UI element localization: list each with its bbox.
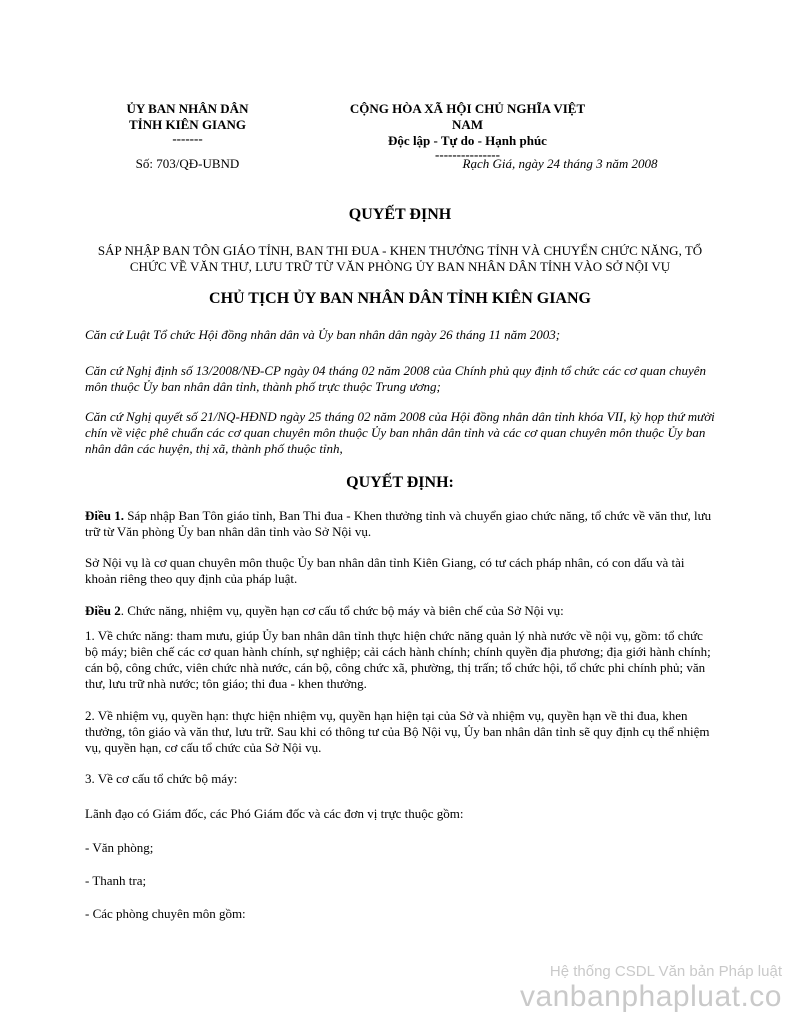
- watermark-line-2: vanbanphapluat.co: [519, 980, 782, 1013]
- decision-heading: QUYẾT ĐỊNH:: [346, 474, 454, 491]
- issuer-line-2: TỈNH KIÊN GIANG: [128, 117, 247, 132]
- document-subtitle: SÁP NHẬP BAN TÔN GIÁO TỈNH, BAN THI ĐUA - KHEN THƯỞNG TỈNH VÀ CHUYỂN CHỨC NĂNG, TỔ CHỨC VỀ VĂN THƯ, LƯU TRỮ TỪ VĂN PHÒNG ỦY BAN NHÂN DÂN TỈNH VÀO SỞ NỘI VỤ: [97, 243, 703, 274]
- authority-heading: CHỦ TỊCH ỦY BAN NHÂN DÂN TỈNH KIÊN GIANG: [209, 290, 591, 307]
- leadership-line: Lãnh đạo có Giám đốc, các Phó Giám đốc và các đơn vị trực thuộc gồm:: [85, 806, 464, 821]
- article-1-paragraph-2: Sở Nội vụ là cơ quan chuyên môn thuộc Ủy ban nhân dân tỉnh Kiên Giang, có tư cách pháp nhân, có con dấu và tài khoản riêng theo quy định của pháp luật.: [85, 555, 685, 586]
- article-2: [85, 603, 715, 619]
- unit-item: - Văn phòng;: [85, 840, 154, 855]
- legal-basis-1: Căn cứ Luật Tổ chức Hội đồng nhân dân và Ủy ban nhân dân ngày 26 tháng 11 năm 2003;: [85, 327, 561, 342]
- article-2-text: . Chức năng, nhiệm vụ, quyền hạn cơ cấu tổ chức bộ máy và biên chế của Sở Nội vụ:: [120, 603, 564, 618]
- issuer-divider: -------: [172, 131, 203, 146]
- document-date: Rạch Giá, ngày 24 tháng 3 năm 2008: [462, 156, 658, 171]
- legal-basis-2: Căn cứ Nghị định số 13/2008/NĐ-CP ngày 04 tháng 02 năm 2008 của Chính phủ quy định tổ chức các cơ quan chuyên môn thuộc Ủy ban nhân dân tỉnh, thành phố trực thuộc Trung ương;: [85, 363, 706, 394]
- document-number: Số: 703/QĐ-UBND: [135, 156, 240, 171]
- issuer-line-1: ỦY BAN NHÂN DÂN: [126, 101, 249, 116]
- issuer-block: [105, 101, 270, 145]
- article-2-item-3: 3. Về cơ cấu tổ chức bộ máy:: [85, 771, 238, 786]
- motto: Độc lập - Tự do - Hạnh phúc: [388, 133, 547, 148]
- article-1-text: Sáp nhập Ban Tôn giáo tỉnh, Ban Thi đua - Khen thưởng tỉnh và chuyển giao chức năng, tổ chức về văn thư, lưu trữ từ Văn phòng Ủy ban nhân dân tỉnh vào Sở Nội vụ.: [85, 508, 712, 539]
- article-1-label: Điều 1.: [85, 508, 124, 523]
- unit-item: - Các phòng chuyên môn gồm:: [85, 906, 246, 921]
- legal-basis-3: Căn cứ Nghị quyết số 21/NQ-HĐND ngày 25 tháng 02 năm 2008 của Hội đồng nhân dân tỉnh khóa VII, kỳ họp thứ mười chín về việc phê chuẩn các cơ quan chuyên môn thuộc Ủy ban nhân dân tỉnh và các cơ quan chuyên môn thuộc Ủy ban nhân dân các huyện, thị xã, thành phố thuộc tỉnh,: [85, 409, 715, 456]
- watermark-line-1: Hệ thống CSDL Văn bản Pháp luật: [549, 963, 782, 980]
- document-title: QUYẾT ĐỊNH: [348, 206, 452, 223]
- national-motto-block: [335, 101, 600, 161]
- article-1: [85, 508, 715, 540]
- country-name: CỘNG HÒA XÃ HỘI CHỦ NGHĨA VIỆT NAM: [349, 101, 586, 132]
- unit-item: - Thanh tra;: [85, 873, 147, 888]
- article-2-label: Điều 2: [85, 603, 121, 618]
- motto-divider: ---------------: [435, 147, 500, 162]
- article-2-item-2: 2. Về nhiệm vụ, quyền hạn: thực hiện nhiệm vụ, quyền hạn hiện tại của Sở và nhiệm vụ, quyền hạn về thi đua, khen thưởng, tôn giáo và văn thư, lưu trữ. Sau khi có thông tư của Bộ Nội vụ, Ủy ban nhân dân tỉnh sẽ quy định cụ thể nhiệm vụ, quyền hạn, cơ cấu tổ chức của Sở Nội vụ.: [85, 708, 710, 755]
- article-2-item-1: 1. Về chức năng: tham mưu, giúp Ủy ban nhân dân tỉnh thực hiện chức năng quản lý nhà nước về nội vụ, gồm: tổ chức bộ máy; biên chế các cơ quan hành chính, sự nghiệp; cải cách hành chính; chính quyền địa phương; địa giới hành chính; cán bộ, công chức, viên chức nhà nước, cán bộ, công chức xã, phường, thị trấn; tổ chức hội, tổ chức phi chính phủ; văn thư, lưu trữ nhà nước; tôn giáo; thi đua - khen thưởng.: [85, 628, 711, 691]
